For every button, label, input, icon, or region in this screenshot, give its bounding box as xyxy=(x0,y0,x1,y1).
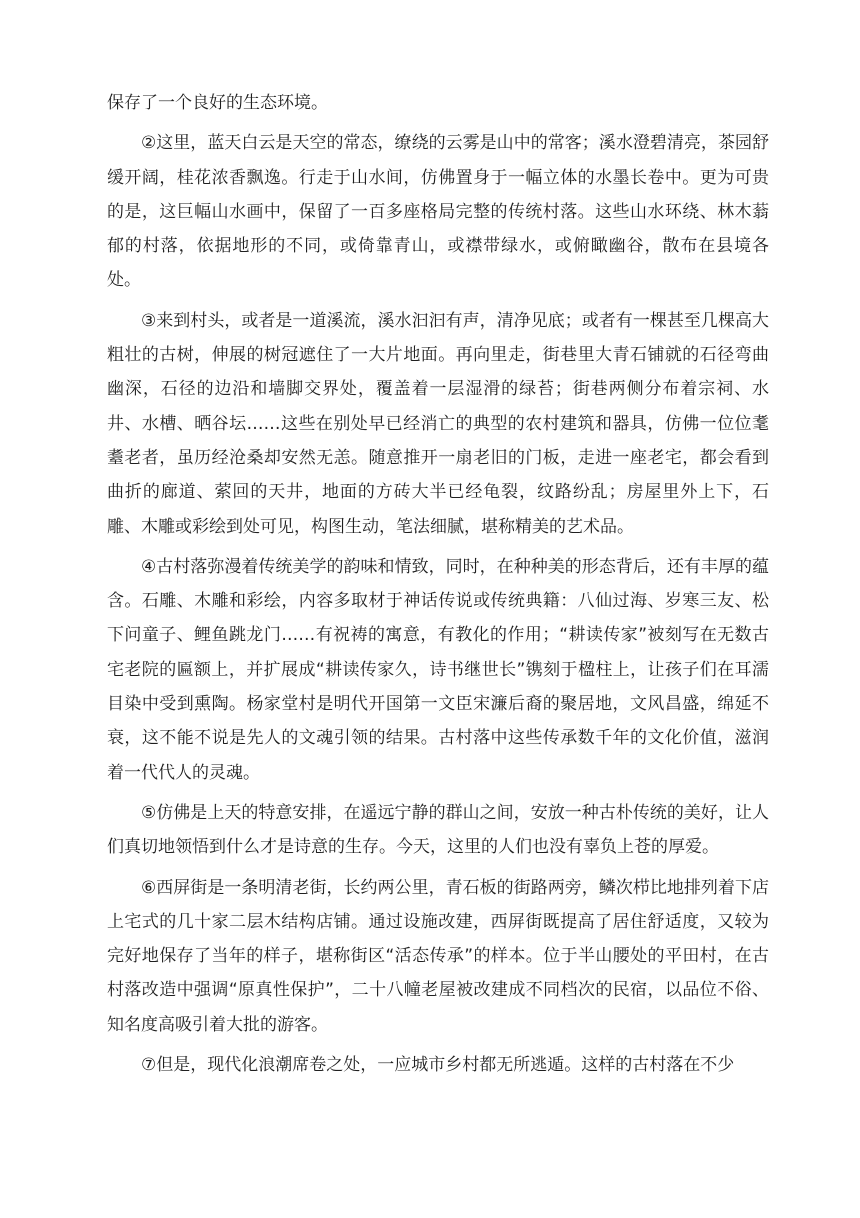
paragraph-1-continued: 保存了一个良好的生态环境。 xyxy=(107,93,328,113)
paragraph-2: ②这里，蓝天白云是天空的常态，缭绕的云雾是山中的常客；溪水澄碧清亮，茶园舒缓开阔，桂花浓香飘逸。行走于山水间，仿佛置身于一幅立体的水墨长卷中。更为可贵的是，这巨幅山水画中，保留了一百多座格局完整的传统村落。这些山水环绕、林木蓊郁的村落，依据地形的不同，或倚靠青山，或襟带绿水，或俯瞰幽谷，散布在县境各处。 xyxy=(107,133,769,291)
paragraph-4: ④古村落弥漫着传统美学的韵味和情致，同时，在种种美的形态背后，还有丰厚的蕴含。石雕、木雕和彩绘，内容多取材于神话传说或传统典籍：八仙过海、岁寒三友、松下问童子、鲤鱼跳龙门……有祝祷的寓意，有教化的作用；“耕读传家”被刻写在无数古宅老院的匾额上，并扩展成“耕读传家久，诗书继世长”镌刻于楹柱上，让孩子们在耳濡目染中受到熏陶。杨家堂村是明代开国第一文臣宋濂后裔的聚居地，文风昌盛，绵延不衰，这不能不说是先人的文魂引领的结果。古村落中这些传承数千年的文化价值，滋润着一代代人的灵魂。 xyxy=(107,556,769,783)
paragraph-6: ⑥西屏街是一条明清老街，长约两公里，青石板的街路两旁，鳞次栉比地排列着下店上宅式的几十家二层木结构店铺。通过设施改建，西屏街既提高了居住舒适度，又较为完好地保存了当年的样子，堪称街区“活态传承”的样本。位于半山腰处的平田村，在古村落改造中强调“原真性保护”，二十八幢老屋被改建成不同档次的民宿，以品位不俗、知名度高吸引着大批的游客。 xyxy=(107,877,769,1035)
article-body xyxy=(107,86,769,1088)
paragraph-5: ⑤仿佛是上天的特意安排，在遥远宁静的群山之间，安放一种古朴传统的美好，让人们真切地领悟到什么才是诗意的生存。今天，这里的人们也没有辜负上苍的厚爱。 xyxy=(107,802,769,858)
paragraph-3: ③来到村头，或者是一道溪流，溪水汩汩有声，清净见底；或者有一棵甚至几棵高大粗壮的古树，伸展的树冠遮住了一大片地面。再向里走，街巷里大青石铺就的石径弯曲幽深，石径的边沿和墙脚交界处，覆盖着一层湿滑的绿苔；街巷两侧分布着宗祠、水井、水槽、晒谷坛……这些在别处早已经消亡的典型的农村建筑和器具，仿佛一位位耄耋老者，虽历经沧桑却安然无恙。随意推开一扇老旧的门板，走进一座老宅，都会看到曲折的廊道、萦回的天井，地面的方砖大半已经龟裂，纹路纷乱；房屋里外上下，石雕、木雕或彩绘到处可见，构图生动，笔法细腻，堪称精美的艺术品。 xyxy=(107,310,769,537)
paragraph-7: ⑦但是，现代化浪潮席卷之处，一应城市乡村都无所逃遁。这样的古村落在不少 xyxy=(141,1055,735,1076)
